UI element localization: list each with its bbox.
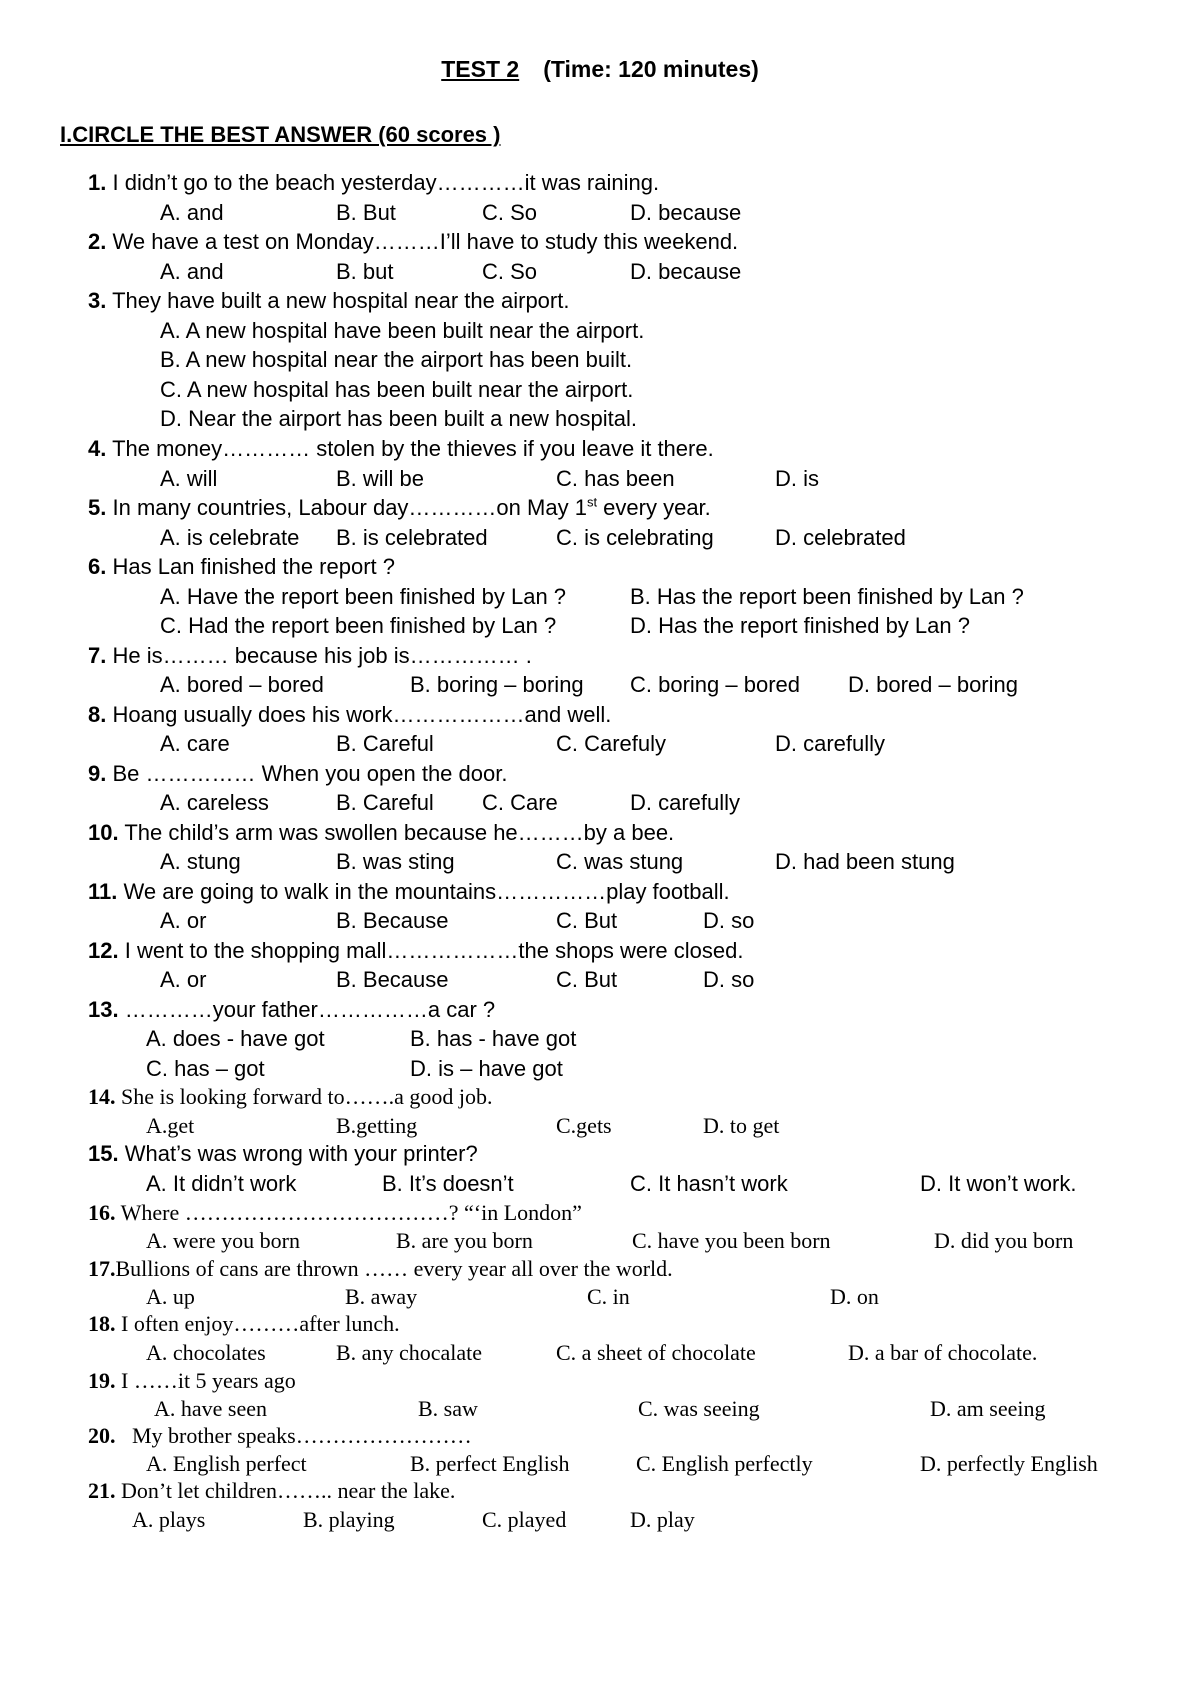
- question: 5. In many countries, Labour day…………on May 1st every year.: [88, 494, 711, 520]
- answer-option[interactable]: A. is celebrate: [160, 525, 300, 550]
- test-title: TEST 2: [441, 56, 520, 82]
- answer-option[interactable]: B. will be: [336, 466, 425, 491]
- answer-option[interactable]: D. had been stung: [775, 849, 955, 874]
- question: 21. Don’t let children…….. near the lake.: [88, 1478, 456, 1503]
- answer-option[interactable]: C. Care: [482, 790, 558, 815]
- answer-option[interactable]: D. It won’t work.: [920, 1171, 1077, 1196]
- answer-option[interactable]: C. Had the report been finished by Lan ?: [160, 613, 557, 638]
- answer-option[interactable]: C. English perfectly: [636, 1451, 813, 1476]
- answer-option[interactable]: A. stung: [160, 849, 241, 874]
- answer-option[interactable]: B. perfect English: [410, 1451, 570, 1476]
- answer-option[interactable]: D. Near the airport has been built a new hospital.: [160, 406, 637, 431]
- answer-option[interactable]: A. Have the report been finished by Lan ?: [160, 584, 567, 609]
- answer-option[interactable]: A. have seen: [154, 1396, 268, 1421]
- answer-option[interactable]: C. was seeing: [638, 1396, 760, 1421]
- answer-option[interactable]: D. carefully: [775, 731, 886, 756]
- answer-option[interactable]: B. was sting: [336, 849, 455, 874]
- question: 14. She is looking forward to…….a good job.: [88, 1084, 493, 1109]
- answer-option[interactable]: B.getting: [336, 1113, 418, 1138]
- answer-option[interactable]: D. Has the report finished by Lan ?: [630, 613, 970, 638]
- question: 6. Has Lan finished the report ?: [88, 554, 395, 579]
- answer-option[interactable]: C. played: [482, 1507, 567, 1532]
- answer-option[interactable]: C. has – got: [146, 1056, 265, 1081]
- question: 17.Bullions of cans are thrown …… every year all over the world.: [88, 1256, 673, 1281]
- answer-option[interactable]: A. and: [160, 259, 224, 284]
- question: 8. Hoang usually does his work………………and well.: [88, 702, 612, 727]
- question: 16. Where ………………………………? “‘in London”: [88, 1200, 582, 1225]
- question: 9. Be …………… When you open the door.: [88, 761, 508, 786]
- answer-option[interactable]: B. Careful: [336, 790, 434, 815]
- answer-option[interactable]: D. a bar of chocolate.: [848, 1340, 1038, 1365]
- answer-option[interactable]: B. but: [336, 259, 394, 284]
- answer-option[interactable]: A. up: [146, 1284, 195, 1309]
- answer-option[interactable]: A. were you born: [146, 1228, 300, 1253]
- answer-option[interactable]: D. am seeing: [930, 1396, 1046, 1421]
- answer-option[interactable]: C. So: [482, 200, 538, 225]
- answer-option[interactable]: C. But: [556, 908, 618, 933]
- answer-option[interactable]: C.gets: [556, 1113, 612, 1138]
- answer-option[interactable]: B. playing: [303, 1507, 395, 1532]
- answer-option[interactable]: B. But: [336, 200, 396, 225]
- question: 19. I ……it 5 years ago: [88, 1368, 296, 1393]
- answer-option[interactable]: D. bored – boring: [848, 672, 1018, 697]
- test-time: (Time: 120 minutes): [543, 56, 759, 82]
- question: 12. I went to the shopping mall………………the shops were closed.: [88, 938, 744, 963]
- answer-option[interactable]: C. But: [556, 967, 618, 992]
- answer-option[interactable]: C. is celebrating: [556, 525, 714, 550]
- answer-option[interactable]: B. Because: [336, 908, 449, 933]
- answer-option[interactable]: D. because: [630, 200, 742, 225]
- question: 18. I often enjoy………after lunch.: [88, 1311, 400, 1336]
- answer-option[interactable]: C. a sheet of chocolate: [556, 1340, 756, 1365]
- answer-option[interactable]: A. plays: [132, 1507, 206, 1532]
- answer-option[interactable]: C. It hasn’t work: [630, 1171, 788, 1196]
- answer-option[interactable]: C. Carefuly: [556, 731, 667, 756]
- answer-option[interactable]: A. or: [160, 908, 207, 933]
- answer-option[interactable]: A. does - have got: [146, 1026, 325, 1051]
- question: 1. I didn’t go to the beach yesterday…………it was raining.: [88, 170, 660, 195]
- answer-option[interactable]: D. play: [630, 1507, 695, 1532]
- section-title: I.CIRCLE THE BEST ANSWER (60 scores ): [60, 122, 501, 147]
- test-header: [0, 56, 1200, 83]
- answer-option[interactable]: A. English perfect: [146, 1451, 307, 1476]
- answer-option[interactable]: C. have you been born: [632, 1228, 831, 1253]
- answer-option[interactable]: D. on: [830, 1284, 879, 1309]
- question: 3. They have built a new hospital near the airport.: [88, 288, 570, 313]
- answer-option[interactable]: A. will: [160, 466, 218, 491]
- answer-option[interactable]: D. did you born: [934, 1228, 1074, 1253]
- answer-option[interactable]: D. because: [630, 259, 742, 284]
- answer-option[interactable]: D. is: [775, 466, 819, 491]
- answer-option[interactable]: B. any chocalate: [336, 1340, 482, 1365]
- answer-option[interactable]: A. or: [160, 967, 207, 992]
- answer-option[interactable]: B. Because: [336, 967, 449, 992]
- question: 7. He is……… because his job is…………… .: [88, 643, 532, 668]
- answer-option[interactable]: C. boring – bored: [630, 672, 800, 697]
- answer-option[interactable]: A. A new hospital have been built near the airport.: [160, 318, 645, 343]
- question: 15. What’s was wrong with your printer?: [88, 1141, 478, 1166]
- answer-option[interactable]: A.get: [146, 1113, 195, 1138]
- question: 10. The child’s arm was swollen because he………by a bee.: [88, 820, 675, 845]
- answer-option[interactable]: D. so: [703, 908, 755, 933]
- answer-option[interactable]: B. Has the report been finished by Lan ?: [630, 584, 1024, 609]
- answer-option[interactable]: D. perfectly English: [920, 1451, 1098, 1476]
- answer-option[interactable]: B. are you born: [396, 1228, 533, 1253]
- answer-option[interactable]: B. has - have got: [410, 1026, 577, 1051]
- question: 4. The money………… stolen by the thieves if you leave it there.: [88, 436, 714, 461]
- answer-option[interactable]: C. So: [482, 259, 538, 284]
- answer-option[interactable]: D. carefully: [630, 790, 741, 815]
- answer-option[interactable]: B. It’s doesn’t: [382, 1171, 514, 1196]
- question: 11. We are going to walk in the mountains……………play football.: [88, 879, 730, 904]
- answer-option[interactable]: A. and: [160, 200, 224, 225]
- answer-option[interactable]: A. It didn’t work: [146, 1171, 297, 1196]
- answer-option[interactable]: B. A new hospital near the airport has been built.: [160, 347, 633, 372]
- answer-option[interactable]: B. saw: [418, 1396, 478, 1421]
- answer-option[interactable]: B. is celebrated: [336, 525, 488, 550]
- answer-option[interactable]: C. has been: [556, 466, 675, 491]
- question: 2. We have a test on Monday………I’ll have to study this weekend.: [88, 229, 739, 254]
- question: 20. My brother speaks……………………: [88, 1423, 472, 1448]
- answer-option[interactable]: B. boring – boring: [410, 672, 584, 697]
- answer-option[interactable]: D. to get: [703, 1113, 780, 1138]
- answer-option[interactable]: B. away: [345, 1284, 418, 1309]
- answer-option[interactable]: A. chocolates: [146, 1340, 266, 1365]
- answer-option[interactable]: A. care: [160, 731, 230, 756]
- answer-option[interactable]: C. A new hospital has been built near the airport.: [160, 377, 634, 402]
- question: 13. …………your father……………a car ?: [88, 997, 496, 1022]
- answer-option[interactable]: A. bored – bored: [160, 672, 324, 697]
- answer-option[interactable]: D. is – have got: [410, 1056, 563, 1081]
- answer-option[interactable]: C. was stung: [556, 849, 684, 874]
- answer-option[interactable]: C. in: [587, 1284, 630, 1309]
- answer-option[interactable]: D. celebrated: [775, 525, 906, 550]
- answer-option[interactable]: B. Careful: [336, 731, 434, 756]
- answer-option[interactable]: D. so: [703, 967, 755, 992]
- answer-option[interactable]: A. careless: [160, 790, 269, 815]
